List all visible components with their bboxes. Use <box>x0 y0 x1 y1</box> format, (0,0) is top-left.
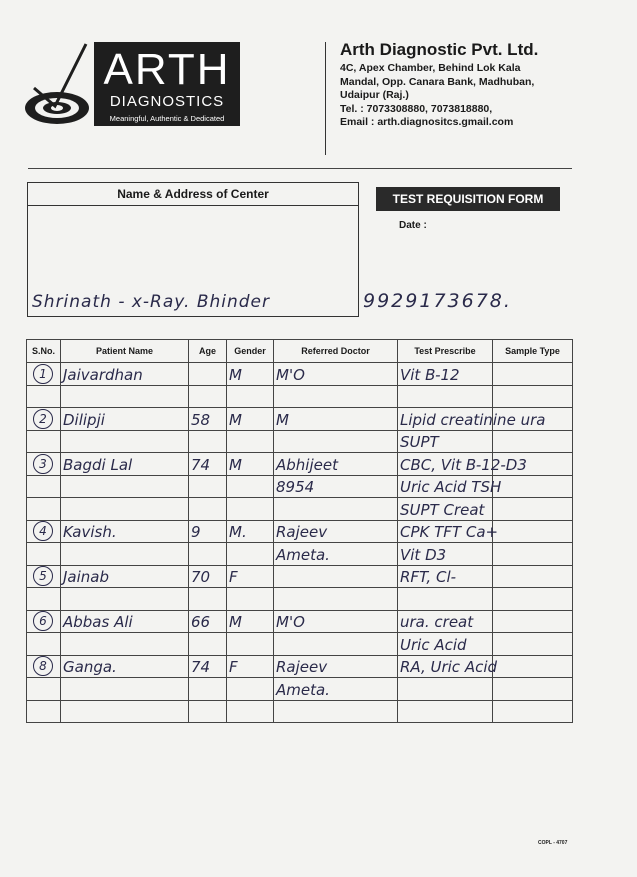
table-body <box>27 363 573 723</box>
table-row <box>27 498 573 521</box>
table-cell <box>493 498 573 521</box>
table-cell <box>27 430 61 453</box>
cell-value: 9 <box>191 523 201 541</box>
table-cell <box>398 610 493 633</box>
table-cell <box>27 543 61 566</box>
table-cell <box>274 588 398 611</box>
table-cell <box>274 453 398 476</box>
table-cell <box>61 543 189 566</box>
table-cell <box>61 655 189 678</box>
table-cell <box>189 430 227 453</box>
cell-value: Lipid creatinine ura <box>400 410 546 429</box>
table-cell <box>398 475 502 498</box>
cell-value: Vit D3 <box>400 545 447 564</box>
table-cell <box>27 633 61 656</box>
cell-value: Ameta. <box>276 680 330 699</box>
serial-number: 2 <box>33 409 53 429</box>
table-cell <box>27 453 61 476</box>
cell-value: Vit B-12 <box>400 365 460 384</box>
table-row <box>27 588 573 611</box>
cell-value: Uric Acid <box>400 635 467 654</box>
table-cell <box>398 430 493 453</box>
brand-tagline: Meaningful, Authentic & Dedicated <box>109 114 225 123</box>
table-row <box>27 408 573 431</box>
table-cell <box>189 498 227 521</box>
table-cell <box>227 408 274 431</box>
table-cell <box>189 363 227 386</box>
table-row <box>27 475 573 498</box>
table-cell <box>493 520 573 543</box>
table-cell <box>493 610 573 633</box>
address-line: Tel. : 7073308880, 7073818880, <box>340 102 493 115</box>
table-cell <box>398 565 493 588</box>
table-cell <box>27 655 61 678</box>
cell-value: CPK TFT Ca+ <box>400 523 499 541</box>
col-test-prescribe: Test Prescribe <box>398 340 493 363</box>
table-cell <box>61 475 189 498</box>
company-address <box>340 62 570 130</box>
table-cell <box>227 363 274 386</box>
table-cell <box>189 633 227 656</box>
cell-value: Ganga. <box>63 658 117 676</box>
table-row <box>27 363 573 386</box>
cell-value: Abhijeet <box>276 455 338 474</box>
table-row <box>27 453 573 476</box>
center-phone-handwritten: 9929173678. <box>363 290 512 312</box>
cell-value: 74 <box>191 455 211 474</box>
table-cell <box>227 385 274 408</box>
table-cell <box>189 453 227 476</box>
table-cell <box>493 475 573 498</box>
address-line: Email : arth.diagnositcs.gmail.com <box>340 116 514 128</box>
table-cell <box>61 498 189 521</box>
table-cell <box>398 498 493 521</box>
cell-value: M'O <box>276 613 305 631</box>
target-logo-icon <box>22 40 92 132</box>
table-cell <box>274 565 398 588</box>
table-cell <box>398 633 493 656</box>
cell-value: F <box>229 568 238 586</box>
table-cell <box>27 363 61 386</box>
cell-value: M. <box>229 523 247 541</box>
table-cell <box>398 453 527 476</box>
form-title: TEST REQUISITION FORM <box>376 187 560 211</box>
table-cell <box>61 700 189 723</box>
address-line: 4C, Apex Chamber, Behind Lok Kala <box>340 62 521 74</box>
serial-number: 6 <box>33 611 53 631</box>
cell-value: 70 <box>191 568 211 586</box>
table-cell <box>61 588 189 611</box>
table-cell <box>274 678 398 701</box>
table-cell <box>493 655 573 678</box>
brand-sub: DIAGNOSTICS <box>109 93 225 110</box>
table-cell <box>27 475 61 498</box>
table-row <box>27 430 573 453</box>
table-cell <box>189 520 227 543</box>
cell-value: Kavish. <box>63 523 117 541</box>
table-cell <box>274 520 398 543</box>
table-cell <box>227 588 274 611</box>
table-cell <box>493 453 573 476</box>
table-cell <box>274 385 398 408</box>
col-age: Age <box>189 340 227 363</box>
cell-value: M <box>229 613 242 631</box>
cell-value: Ameta. <box>276 545 330 564</box>
cell-value: Uric Acid TSH <box>400 478 502 496</box>
table-cell <box>61 565 189 588</box>
table-row <box>27 520 573 543</box>
table-cell <box>189 543 227 566</box>
table-cell <box>27 385 61 408</box>
table-cell <box>493 430 573 453</box>
cell-value: M <box>229 455 242 474</box>
table-cell <box>189 678 227 701</box>
table-cell <box>274 610 398 633</box>
table-cell <box>27 520 61 543</box>
cell-value: M <box>229 410 242 429</box>
col-referred-doctor: Referred Doctor <box>274 340 398 363</box>
table-cell <box>493 633 573 656</box>
table-header-row <box>27 340 573 363</box>
cell-value: Dilipji <box>63 410 105 429</box>
table-row <box>27 633 573 656</box>
table-cell <box>227 655 274 678</box>
table-cell <box>227 453 274 476</box>
table-cell <box>398 700 493 723</box>
table-cell <box>227 520 274 543</box>
table-cell <box>27 610 61 633</box>
table-row <box>27 565 573 588</box>
table-cell <box>493 363 573 386</box>
table-row <box>27 655 573 678</box>
serial-number: 8 <box>33 656 53 676</box>
col-gender: Gender <box>227 340 274 363</box>
header-rule <box>28 168 572 169</box>
table-cell <box>398 588 493 611</box>
cell-value: SUPT <box>400 433 439 451</box>
table-cell <box>61 633 189 656</box>
table-cell <box>227 430 274 453</box>
cell-value: 8954 <box>276 478 315 496</box>
cell-value: F <box>229 658 238 676</box>
table-cell <box>61 610 189 633</box>
col-sno: S.No. <box>27 340 61 363</box>
table-cell <box>227 498 274 521</box>
patient-table <box>26 339 573 723</box>
table-cell <box>61 385 189 408</box>
table-cell <box>274 498 398 521</box>
table-cell <box>227 700 274 723</box>
serial-number: 4 <box>33 521 53 541</box>
table-cell <box>227 475 274 498</box>
table-cell <box>189 475 227 498</box>
cell-value: Abbas Ali <box>63 613 133 631</box>
table-cell <box>398 385 493 408</box>
table-cell <box>27 678 61 701</box>
table-cell <box>274 543 398 566</box>
address-line: Udaipur (Raj.) <box>340 89 409 101</box>
table-cell <box>189 408 227 431</box>
table-cell <box>27 588 61 611</box>
table-row <box>27 678 573 701</box>
cell-value: M'O <box>276 365 305 384</box>
table-cell <box>189 565 227 588</box>
table-cell <box>189 385 227 408</box>
table-cell <box>61 678 189 701</box>
center-name-handwritten: Shrinath - x-Ray. Bhinder <box>32 292 270 312</box>
serial-number: 3 <box>33 454 53 474</box>
table-cell <box>27 565 61 588</box>
col-sample-type: Sample Type <box>493 340 573 363</box>
table-cell <box>493 408 573 431</box>
table-cell <box>61 453 189 476</box>
header-divider <box>325 42 326 155</box>
table-row <box>27 610 573 633</box>
table-cell <box>27 498 61 521</box>
table-cell <box>493 588 573 611</box>
cell-value: Jaivardhan <box>63 365 143 384</box>
table-cell <box>493 385 573 408</box>
cell-value: Bagdi Lal <box>63 455 133 474</box>
cell-value: CBC, Vit B-12-D3 <box>400 455 527 474</box>
cell-value: SUPT Creat <box>400 500 485 519</box>
cell-value: ura. creat <box>400 613 474 631</box>
table-cell <box>227 565 274 588</box>
table-cell <box>274 363 398 386</box>
cell-value: 74 <box>191 658 211 676</box>
cell-value: RA, Uric Acid <box>400 658 498 676</box>
table-cell <box>398 408 546 431</box>
cell-value: Rajeev <box>276 658 328 676</box>
table-cell <box>227 543 274 566</box>
cell-value: Jainab <box>63 568 110 586</box>
table-row <box>27 385 573 408</box>
table-cell <box>274 408 398 431</box>
table-cell <box>61 430 189 453</box>
table-cell <box>493 565 573 588</box>
table-cell <box>274 475 398 498</box>
address-line: Mandal, Opp. Canara Bank, Madhuban, <box>340 75 535 88</box>
serial-number: 5 <box>33 566 53 586</box>
table-cell <box>493 700 573 723</box>
table-cell <box>227 678 274 701</box>
table-row <box>27 543 573 566</box>
table-cell <box>398 543 493 566</box>
table-cell <box>274 655 398 678</box>
cell-value: M <box>276 410 289 429</box>
table-cell <box>274 633 398 656</box>
table-cell <box>61 520 189 543</box>
table-row <box>27 700 573 723</box>
serial-number: 1 <box>33 364 53 384</box>
center-box-header: Name & Address of Center <box>28 183 358 206</box>
cell-value: RFT, Cl- <box>400 568 457 586</box>
table-cell <box>61 363 189 386</box>
brand-name: ARTH <box>103 45 231 94</box>
table-cell <box>27 700 61 723</box>
cell-value: M <box>229 365 242 384</box>
date-label: Date : <box>399 220 427 231</box>
brand-logo <box>94 42 240 126</box>
table-cell <box>493 678 573 701</box>
table-cell <box>61 408 189 431</box>
table-cell <box>398 655 498 678</box>
table-cell <box>398 363 493 386</box>
cell-value: Rajeev <box>276 523 328 541</box>
table-cell <box>189 655 227 678</box>
table-cell <box>274 700 398 723</box>
table-cell <box>493 543 573 566</box>
table-cell <box>398 678 493 701</box>
table-cell <box>189 610 227 633</box>
cell-value: 66 <box>191 613 211 631</box>
table-cell <box>274 430 398 453</box>
cell-value: 58 <box>191 410 211 429</box>
table-cell <box>189 588 227 611</box>
table-cell <box>27 408 61 431</box>
table-cell <box>189 700 227 723</box>
table-cell <box>227 633 274 656</box>
company-name: Arth Diagnostic Pvt. Ltd. <box>340 40 539 59</box>
table-cell <box>227 610 274 633</box>
footer-code: COPL - 4707 <box>538 840 568 846</box>
table-cell <box>398 520 499 543</box>
col-patient-name: Patient Name <box>61 340 189 363</box>
